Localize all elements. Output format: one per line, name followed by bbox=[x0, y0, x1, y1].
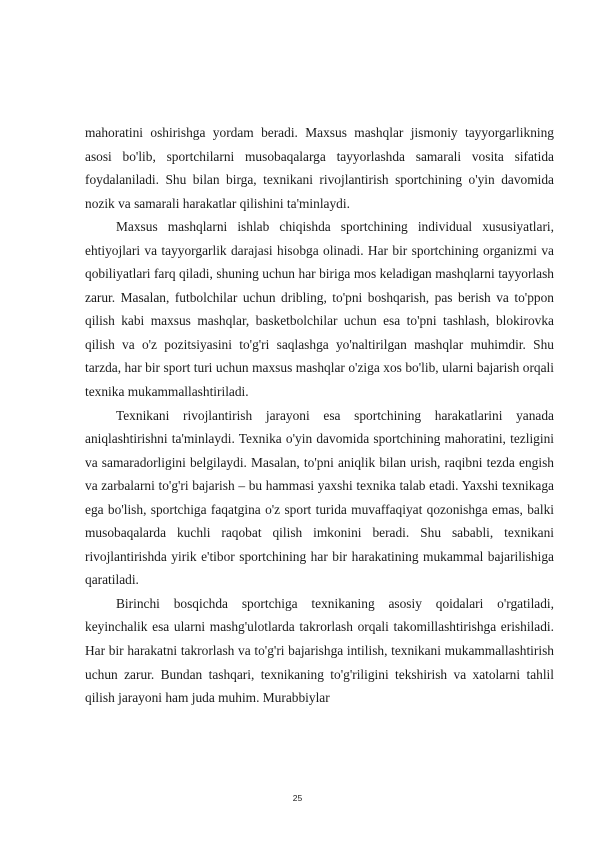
page-number: 25 bbox=[292, 793, 303, 803]
paragraph-1: mahoratini oshirishga yordam beradi. Maxsus mashqlar jismoniy tayyorgarlikning asosi bo'lib, sportchilarni musobaqalarga tayyorlashda samarali vosita sifatida foydalaniladi. Shu bilan birga, texnikani rivojlantirish sportchining o'yin davomida nozik va samarali harakatlar qilishini ta'minlaydi. bbox=[85, 125, 554, 211]
body-text bbox=[85, 121, 554, 710]
paragraph-4: Birinchi bosqichda sportchiga texnikaning asosiy qoidalari o'rgatiladi, keyinchalik esa ularni mashg'ulotlarda takrorlash orqali takomillashtirishga erishiladi. Har bir harakatni takrorlash va to'g'ri bajarishga intilish, texnikani mukammallashtirish uchun zarur. Bundan tashqari, texnikaning to'g'riligini tekshirish va xatolarni tahlil qilish jarayoni ham juda muhim. Murabbiylar bbox=[85, 595, 554, 706]
paragraph-2: Maxsus mashqlarni ishlab chiqishda sportchining individual xususiyatlari, ehtiyojlari va tayyorgarlik darajasi hisobga olinadi. Har bir sportchining organizmi va qobiliyatlari farq qiladi, shuning uchun har biriga mos keladigan mashqlarni tayyorlash zarur. Masalan, futbolchilar uchun dribling, to'pni boshqarish, pas berish va to'ppon qilish kabi maxsus mashqlar, basketbolchilar uchun esa to'pni tashlash, blokirovka qilish va o'z pozitsiyasini to'g'ri saqlashga yo'naltirilgan mashqlar muhimdir. Shu tarzda, har bir sport turi uchun maxsus mashqlar o'ziga xos bo'lib, ularni bajarish orqali texnika mukammallashtiriladi. bbox=[85, 219, 554, 400]
paragraph-3: Texnikani rivojlantirish jarayoni esa sportchining harakatlarini yanada aniqlashtirishni ta'minlaydi. Texnika o'yin davomida sportchining mahoratini, tezligini va samaradorligini belgilaydi. Masalan, to'pni aniqlik bilan urish, raqibni tezda engish va zarbalarni to'g'ri bajarish – bu hammasi yaxshi texnika talab etadi. Yaxshi texnikaga ega bo'lish, sportchiga faqatgina o'z sport turida muvaffaqiyat qozonishga emas, balki musobaqalarda kuchli raqobat qilish imkonini beradi. Shu sababli, texnikani rivojlantirishda yirik e'tibor sportchining har bir harakatining mukammal bajarilishiga qaratiladi. bbox=[85, 407, 554, 588]
